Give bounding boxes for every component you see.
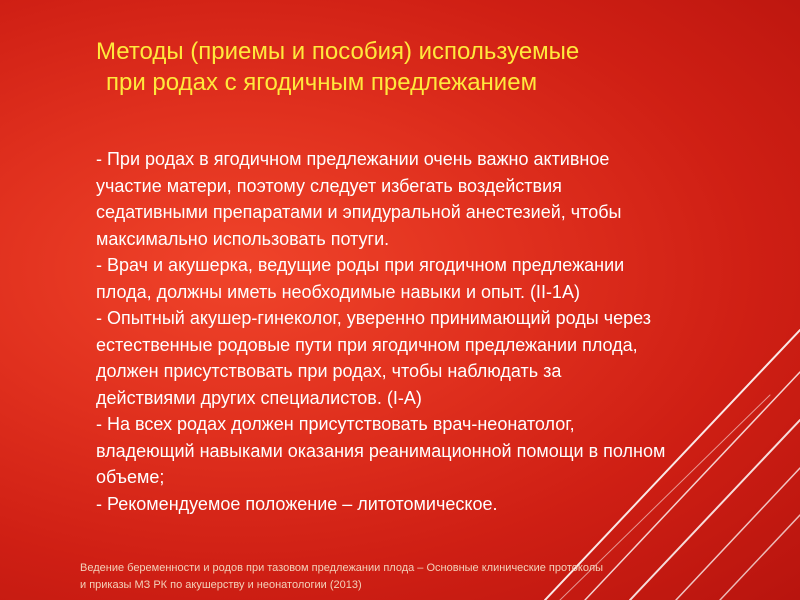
list-item	[96, 305, 786, 411]
list-item-line: - При родах в ягодичном предлежании очень важно активное	[96, 149, 610, 169]
list-item-line: участие матери, поэтому следует избегать воздействия	[96, 175, 562, 196]
list-item-line: действиями других специалистов. (I-A)	[96, 387, 422, 408]
slide-title	[96, 36, 756, 98]
list-item	[96, 146, 786, 252]
list-item	[96, 491, 786, 518]
list-item-line: должен присутствовать при родах, чтобы наблюдать за	[96, 361, 562, 381]
title-line-1: Методы (приемы и пособия) используемые	[96, 38, 580, 65]
list-item-line: максимально использовать потуги.	[96, 228, 390, 249]
list-item-line: объеме;	[96, 467, 165, 487]
list-item-line: седативными препаратами и эпидуральной анестезией, чтобы	[96, 202, 622, 222]
footnote-line-2: и приказы МЗ РК по акушерству и неонатологии (2013)	[80, 579, 362, 591]
list-item-line: - Опытный акушер-гинеколог, уверенно принимающий роды через	[96, 308, 651, 328]
title-line-2: при родах с ягодичным предлежанием	[106, 69, 538, 96]
list-item-line: владеющий навыками оказания реанимационной помощи в полном	[96, 440, 666, 461]
list-item-line: плода, должны иметь необходимые навыки и опыт. (II-1A)	[96, 281, 580, 302]
source-footnote	[80, 560, 760, 594]
list-item-line: - Рекомендуемое положение – литотомическое.	[96, 493, 498, 514]
list-item-line: - Врач и акушерка, ведущие роды при ягодичном предлежании	[96, 255, 625, 275]
list-item-line: естественные родовые пути при ягодичном предлежании плода,	[96, 334, 638, 355]
list-item	[96, 411, 786, 491]
list-item-line: - На всех родах должен присутствовать врач-неонатолог,	[96, 414, 575, 434]
list-item	[96, 252, 786, 305]
bullet-list	[96, 146, 786, 517]
footnote-line-1: Ведение беременности и родов при тазовом предлежании плода – Основные клинические протоколы	[80, 562, 604, 574]
